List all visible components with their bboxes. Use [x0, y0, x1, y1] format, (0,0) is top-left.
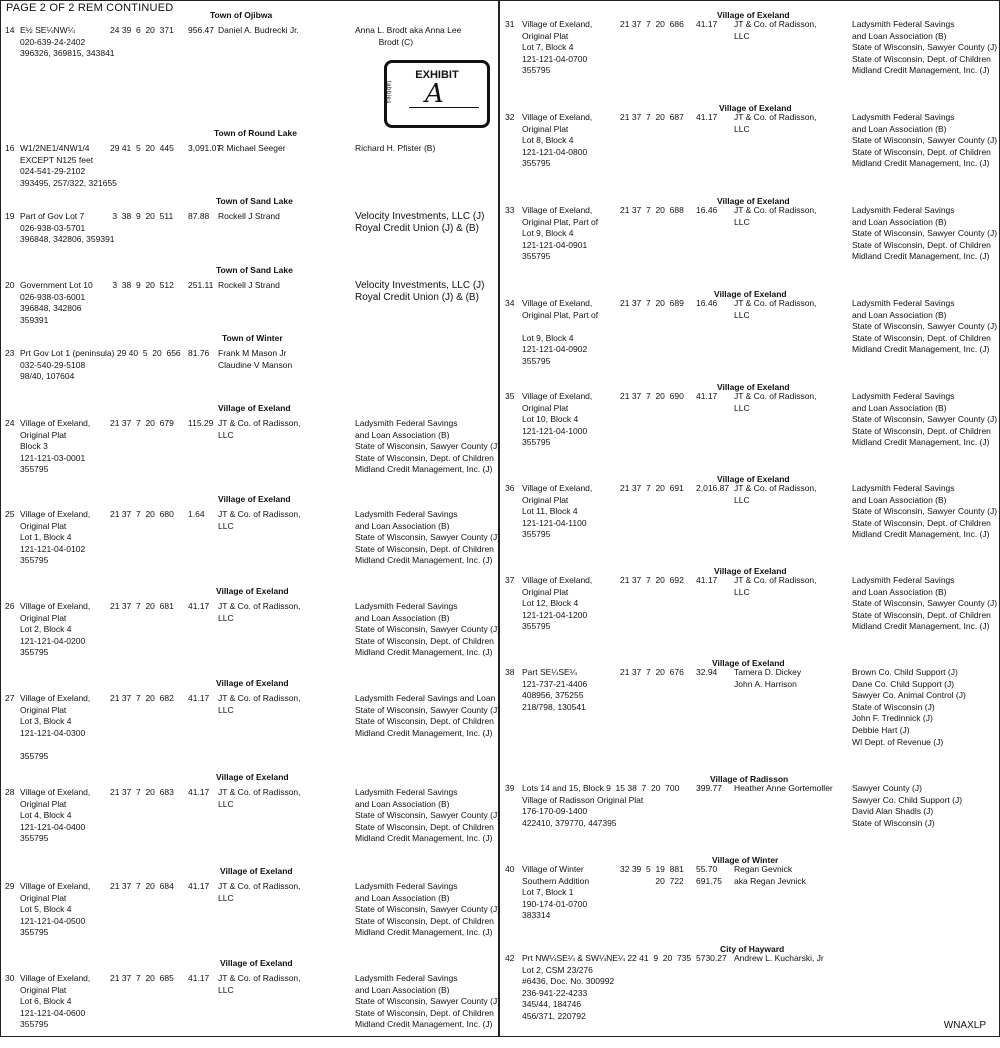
owner-name: Heather Anne Gortemoller — [734, 783, 833, 793]
exhibit-stamp — [384, 60, 490, 128]
parcel-entry — [500, 196, 1000, 286]
parcel-entry — [500, 944, 1000, 1034]
parcel-entry — [0, 866, 501, 956]
legal-description: Prt NW¼SE¼ & SW¼NE¼ 22 41 9 20 735 Lot 2, CSM 23/276 #6436, Doc. No. 300992 236-941-22-4233 345/44, 184746 456/371, 220792 — [522, 953, 692, 1021]
owner-name: JT & Co. of Radisson, LLC — [218, 973, 301, 995]
item-number: 42 — [505, 953, 515, 963]
municipality-heading: Town of Ojibwa — [210, 10, 273, 20]
legal-description: Village of Exeland, Original Plat Lot 5, Block 4 121-121-04-0500 355795 — [20, 881, 91, 938]
municipality-heading: Village of Exeland — [717, 196, 790, 206]
lienholders: Ladysmith Federal Savings and Loan Association (B) State of Wisconsin, Sawyer County (J) State of Wisconsin, Dept. of Children Midland Credit Management, Inc. (J) — [355, 881, 501, 938]
owner-name: Tamera D. Dickey John A. Harrison — [734, 667, 802, 689]
tax-amount: 41.17 — [188, 787, 210, 797]
tax-amount: 2,016.87 — [696, 483, 730, 493]
lienholders: Sawyer County (J) Sawyer Co. Child Support (J) David Alan Shadls (J) State of Wisconsin (J) — [852, 783, 963, 828]
lienholders: Ladysmith Federal Savings and Loan Association (B) State of Wisconsin, Sawyer County (J) State of Wisconsin, Dept. of Children Midland Credit Management, Inc. (J) — [355, 787, 501, 844]
legal-description: Village of Exeland, Original Plat Lot 7, Block 4 121-121-04-0700 355795 — [522, 19, 593, 76]
parcel-entry — [0, 586, 501, 676]
item-number: 38 — [505, 667, 515, 677]
municipality-heading: Village of Exeland — [714, 566, 787, 576]
section-township-range: 21 37 7 20 689 — [620, 298, 684, 308]
section-township-range: 21 37 7 20 687 — [620, 112, 684, 122]
exhibit-letter: A — [425, 79, 444, 109]
owner-name: JT & Co. of Radisson, LLC — [218, 787, 301, 809]
municipality-heading: Town of Winter — [222, 333, 283, 343]
lienholders: Ladysmith Federal Savings and Loan Association (B) State of Wisconsin, Sawyer County (J) State of Wisconsin, Dept. of Children Midland Credit Management, Inc. (J) — [852, 298, 998, 355]
legal-description: Part of Gov Lot 7 026-938-03-5701 396848, 342806, 359391 — [20, 211, 115, 245]
legal-description: E½ SE¼NW¼ 020-639-24-2402 396326, 369815, 343841 — [20, 25, 115, 59]
tax-amount: 41.17 — [696, 19, 718, 29]
owner-name: Frank M Mason Jr Claudine V Manson — [218, 348, 293, 370]
legal-description: Village of Exeland, Original Plat Lot 3, Block 4 121-121-04-0300 355795 — [20, 693, 91, 761]
parcel-entry — [0, 772, 501, 862]
lienholders: Ladysmith Federal Savings and Loan Association (B) State of Wisconsin, Sawyer County (J) State of Wisconsin, Dept. of Children Midland Credit Management, Inc. (J) — [852, 391, 998, 448]
tax-amount: 55.70 691.75 — [696, 864, 722, 886]
tax-amount: 41.17 — [188, 601, 210, 611]
item-number: 34 — [505, 298, 515, 308]
section-township-range: 21 37 7 20 685 — [110, 973, 174, 983]
section-township-range: 21 37 7 20 681 — [110, 601, 174, 611]
municipality-heading: Village of Exeland — [712, 658, 785, 668]
parcel-entry — [500, 855, 1000, 945]
municipality-heading: Village of Exeland — [719, 103, 792, 113]
section-township-range: 21 37 7 20 679 — [110, 418, 174, 428]
tax-amount: 81.76 — [188, 348, 210, 358]
municipality-heading: Village of Exeland — [216, 586, 289, 596]
legal-description: Village of Exeland, Original Plat Lot 4, Block 4 121-121-04-0400 355795 — [20, 787, 91, 844]
legal-description: Lots 14 and 15, Block 9 15 38 7 20 700 Village of Radisson Original Plat 176-170-09-1400 422410, 379770, 447395 — [522, 783, 680, 828]
parcel-entry — [500, 474, 1000, 564]
legal-description: Village of Exeland, Original Plat Lot 2, Block 4 121-121-04-0200 355795 — [20, 601, 91, 658]
lienholders: Ladysmith Federal Savings and Loan Association (B) State of Wisconsin, Sawyer County (J) State of Wisconsin, Dept. of Children Midland Credit Management, Inc. (J) — [852, 112, 998, 169]
tax-amount: 41.17 — [188, 973, 210, 983]
legal-description: Government Lot 10 026-938-03-6001 396848, 342806 359391 — [20, 280, 93, 325]
tax-amount: 3,091.07 — [188, 143, 222, 153]
owner-name: R Michael Seeger — [218, 143, 286, 153]
municipality-heading: Village of Exeland — [220, 866, 293, 876]
lienholders: Richard H. Pfister (B) — [355, 143, 436, 153]
municipality-heading: Village of Radisson — [710, 774, 789, 784]
item-number: 26 — [5, 601, 15, 611]
lienholders: Ladysmith Federal Savings and Loan State of Wisconsin, Sawyer County (J) State of Wisconsin, Dept. of Children Midland Credit Management, Inc. (J) — [355, 693, 501, 738]
item-number: 25 — [5, 509, 15, 519]
owner-name: Andrew L. Kucharski, Jr — [734, 953, 824, 963]
section-township-range: 3 38 9 20 512 — [110, 280, 174, 290]
exhibit-title: EXHIBIT — [415, 69, 459, 81]
municipality-heading: Town of Round Lake — [214, 128, 297, 138]
parcel-entry — [500, 103, 1000, 193]
item-number: 33 — [505, 205, 515, 215]
legal-description: Village of Exeland, Original Plat Lot 10, Block 4 121-121-04-1000 355795 — [522, 391, 593, 448]
tax-amount: 41.17 — [188, 881, 210, 891]
owner-name: JT & Co. of Radisson, LLC — [734, 19, 817, 41]
municipality-heading: Village of Exeland — [717, 382, 790, 392]
legal-description: Village of Winter Southern Addition Lot 7, Block 1 190-174-01-0700 383314 — [522, 864, 590, 921]
tax-amount: 5730.27 — [696, 953, 727, 963]
parcel-entry — [500, 774, 1000, 864]
municipality-heading: Village of Exeland — [714, 289, 787, 299]
owner-name: JT & Co. of Radisson, LLC — [218, 509, 301, 531]
item-number: 24 — [5, 418, 15, 428]
legal-description: Village of Exeland, Original Plat Lot 1, Block 4 121-121-04-0102 355795 — [20, 509, 91, 566]
section-township-range: 21 37 7 20 688 — [620, 205, 684, 215]
item-number: 16 — [5, 143, 15, 153]
municipality-heading: Village of Exeland — [220, 958, 293, 968]
item-number: 29 — [5, 881, 15, 891]
legal-description: Village of Exeland, Original Plat, Part of Lot 9, Block 4 121-121-04-0902 355795 — [522, 298, 599, 366]
item-number: 36 — [505, 483, 515, 493]
section-township-range: 21 37 7 20 690 — [620, 391, 684, 401]
item-number: 14 — [5, 25, 15, 35]
municipality-heading: Town of Sand Lake — [216, 265, 293, 275]
owner-name: JT & Co. of Radisson, LLC — [218, 881, 301, 903]
item-number: 28 — [5, 787, 15, 797]
tax-amount: 251.11 — [188, 280, 214, 290]
legal-description: Village of Exeland, Original Plat Lot 11, Block 4 121-121-04-1100 355795 — [522, 483, 593, 540]
footer-code: WNAXLP — [943, 1020, 986, 1031]
owner-name: JT & Co. of Radisson, LLC — [734, 205, 817, 227]
municipality-heading: Town of Sand Lake — [216, 196, 293, 206]
owner-name: JT & Co. of Radisson, LLC — [218, 601, 301, 623]
lienholders: Ladysmith Federal Savings and Loan Association (B) State of Wisconsin, Sawyer County (J) State of Wisconsin, Dept. of Children Midland Credit Management, Inc. (J) — [852, 483, 998, 540]
owner-name: JT & Co. of Radisson, LLC — [218, 418, 301, 440]
item-number: 31 — [505, 19, 515, 29]
parcel-entry — [500, 566, 1000, 656]
legal-description: Village of Exeland, Original Plat Block 3 121-121-03-0001 355795 — [20, 418, 91, 475]
item-number: 39 — [505, 783, 515, 793]
page-header: PAGE 2 OF 2 REM CONTINUED — [6, 2, 174, 14]
item-number: 37 — [505, 575, 515, 585]
owner-name: JT & Co. of Radisson, LLC — [734, 483, 817, 505]
lienholders: Velocity Investments, LLC (J) Royal Credit Union (J) & (B) — [355, 280, 485, 303]
item-number: 40 — [505, 864, 515, 874]
municipality-heading: Village of Exeland — [216, 678, 289, 688]
legal-description: W1/2NE1/4NW1/4 EXCEPT N125 feet 024-541-29-2102 393495, 257/322, 321655 — [20, 143, 117, 188]
municipality-heading: City of Hayward — [720, 944, 785, 954]
section-township-range: 21 37 7 20 686 — [620, 19, 684, 29]
lienholders: Ladysmith Federal Savings and Loan Association (B) State of Wisconsin, Sawyer County (J) State of Wisconsin, Dept. of Children Midland Credit Management, Inc. (J) — [355, 601, 501, 658]
item-number: 30 — [5, 973, 15, 983]
tax-amount: 16.46 — [696, 298, 718, 308]
tax-amount: 399.77 — [696, 783, 722, 793]
legal-description: Part SE¼SE¼ 121-737-21-4406 408956, 375255 218/798, 130541 — [522, 667, 588, 712]
tax-amount: 41.17 — [188, 693, 210, 703]
section-township-range: 29 41 5 20 445 — [110, 143, 174, 153]
tax-amount: 41.17 — [696, 112, 718, 122]
parcel-entry — [500, 658, 1000, 748]
tax-amount: 87.88 — [188, 211, 210, 221]
section-township-range: 24 39 6 20 371 — [110, 25, 174, 35]
tax-amount: 32.94 — [696, 667, 718, 677]
lienholders: Brown Co. Child Support (J) Dane Co. Child Support (J) Sawyer Co. Animal Control (J) State of Wisconsin (J) John F. Tredinnick (J) Debbie Hart (J) WI Dept. of Revenue (J) — [852, 667, 966, 747]
legal-description: Village of Exeland, Original Plat Lot 8, Block 4 121-121-04-0800 355795 — [522, 112, 593, 169]
municipality-heading: Village of Exeland — [717, 10, 790, 20]
lienholders: Ladysmith Federal Savings and Loan Association (B) State of Wisconsin, Sawyer County (J) State of Wisconsin, Dept. of Children Midland Credit Management, Inc. (J) — [355, 418, 501, 475]
municipality-heading: Village of Winter — [712, 855, 779, 865]
parcel-entry — [0, 958, 501, 1048]
section-township-range: 21 37 7 20 691 — [620, 483, 684, 493]
legal-description: Village of Exeland, Original Plat Lot 12, Block 4 121-121-04-1200 355795 — [522, 575, 593, 632]
municipality-heading: Village of Exeland — [218, 403, 291, 413]
municipality-heading: Village of Exeland — [216, 772, 289, 782]
municipality-heading: Village of Exeland — [218, 494, 291, 504]
item-number: 35 — [505, 391, 515, 401]
item-number: 27 — [5, 693, 15, 703]
tax-amount: 1.64 — [188, 509, 205, 519]
owner-name: JT & Co. of Radisson, LLC — [218, 693, 301, 715]
lienholders: Ladysmith Federal Savings and Loan Association (B) State of Wisconsin, Sawyer County (J) State of Wisconsin, Dept. of Children Midland Credit Management, Inc. (J) — [355, 509, 501, 566]
item-number: 19 — [5, 211, 15, 221]
legal-description: Prt Gov Lot 1 (peninsula) 29 40 5 20 656 032-540-29-5108 98/40, 107604 — [20, 348, 181, 382]
section-township-range: 21 37 7 20 680 — [110, 509, 174, 519]
legal-description: Village of Exeland, Original Plat, Part of Lot 9, Block 4 121-121-04-0901 355795 — [522, 205, 599, 262]
section-township-range: 3 38 9 20 511 — [110, 211, 174, 221]
owner-name: JT & Co. of Radisson, LLC — [734, 391, 817, 413]
item-number: 32 — [505, 112, 515, 122]
parcel-entry — [0, 678, 501, 768]
item-number: 20 — [5, 280, 15, 290]
item-number: 23 — [5, 348, 15, 358]
left-column — [0, 0, 501, 1037]
section-township-range: 21 37 7 20 683 — [110, 787, 174, 797]
exhibit-underline — [409, 107, 479, 108]
lienholders: Ladysmith Federal Savings and Loan Association (B) State of Wisconsin, Sawyer County (J) State of Wisconsin, Dept. of Children Midland Credit Management, Inc. (J) — [852, 205, 998, 262]
legal-description: Village of Exeland, Original Plat Lot 6, Block 4 121-121-04-0600 355795 — [20, 973, 91, 1030]
section-township-range: 32 39 5 19 881 20 722 — [620, 864, 684, 886]
parcel-entry — [500, 10, 1000, 100]
lienholders: Ladysmith Federal Savings and Loan Association (B) State of Wisconsin, Sawyer County (J) State of Wisconsin, Dept. of Children Midland Credit Management, Inc. (J) — [355, 973, 501, 1030]
tax-amount: 115.29 — [188, 418, 214, 428]
owner-name: JT & Co. of Radisson, LLC — [734, 112, 817, 134]
section-township-range: 21 37 7 20 682 — [110, 693, 174, 703]
parcel-entry — [500, 289, 1000, 379]
owner-name: Rockell J Strand — [218, 211, 280, 221]
lienholders: Ladysmith Federal Savings and Loan Association (B) State of Wisconsin, Sawyer County (J) State of Wisconsin, Dept. of Children Midland Credit Management, Inc. (J) — [852, 19, 998, 76]
right-column — [500, 0, 1000, 1037]
section-township-range: 21 37 7 20 676 — [620, 667, 684, 677]
parcel-entry — [500, 382, 1000, 472]
section-township-range: 21 37 7 20 684 — [110, 881, 174, 891]
parcel-entry — [0, 494, 501, 584]
tax-amount: 41.17 — [696, 575, 718, 585]
lienholders: Ladysmith Federal Savings and Loan Association (B) State of Wisconsin, Sawyer County (J) State of Wisconsin, Dept. of Children Midland Credit Management, Inc. (J) — [852, 575, 998, 632]
lienholders: Anna L. Brodt aka Anna Lee Brodt (C) — [355, 25, 462, 47]
section-township-range: 21 37 7 20 692 — [620, 575, 684, 585]
tax-amount: 41.17 — [696, 391, 718, 401]
lienholders: Velocity Investments, LLC (J) Royal Credit Union (J) & (B) — [355, 211, 485, 234]
municipality-heading: Village of Exeland — [717, 474, 790, 484]
tax-amount: 956.47 — [188, 25, 214, 35]
parcel-entry — [0, 403, 501, 493]
exhibit-side-text: tabbies — [385, 81, 391, 104]
owner-name: Regan Gevnick aka Regan Jevnick — [734, 864, 806, 886]
owner-name: JT & Co. of Radisson, LLC — [734, 575, 817, 597]
tax-amount: 16.46 — [696, 205, 718, 215]
owner-name: JT & Co. of Radisson, LLC — [734, 298, 817, 320]
owner-name: Rockell J Strand — [218, 280, 280, 290]
owner-name: Daniel A. Budrecki Jr. — [218, 25, 299, 35]
